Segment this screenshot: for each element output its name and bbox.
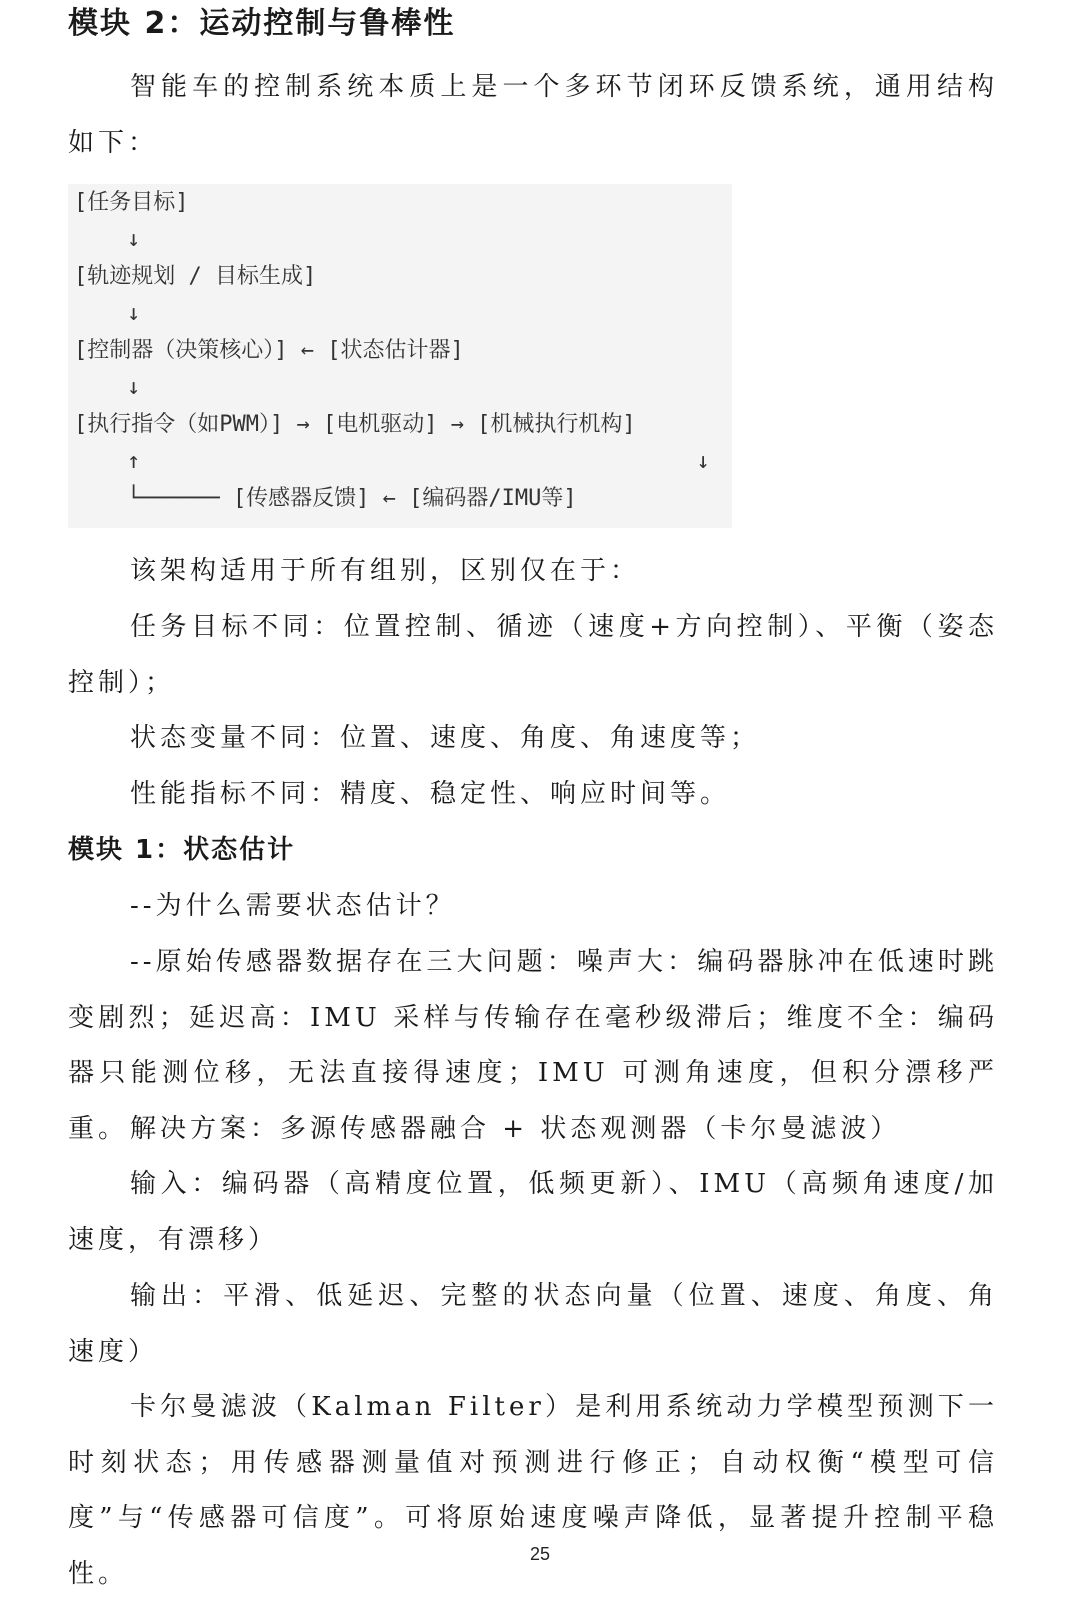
input-paragraph: 输入：编码器（高精度位置，低频更新）、IMU（高频角速度/加速度，有漂移）	[68, 1169, 998, 1255]
diagram-arrows-feedback: ↑ ↓	[74, 449, 710, 474]
module-1-heading: 模块 1：状态估计	[68, 835, 296, 865]
diagram-line-trajectory: [轨迹规划 / 目标生成]	[74, 264, 317, 289]
diagram-line-controller: [控制器（决策核心）] ← [状态估计器]	[74, 338, 464, 363]
task-goal-paragraph: 任务目标不同：位置控制、循迹（速度+方向控制）、平衡（姿态控制）；	[68, 612, 998, 698]
diagram-line-task-goal: [任务目标]	[74, 190, 189, 215]
performance-paragraph: 性能指标不同：精度、稳定性、响应时间等。	[130, 779, 731, 809]
diagram-line-actuation: [执行指令（如PWM）] → [电机驱动] → [机械执行机构]	[74, 412, 636, 437]
diagram-arrow-3: ↓	[74, 375, 141, 400]
diagram-arrow-1: ↓	[74, 227, 141, 252]
kalman-filter-paragraph: 卡尔曼滤波（Kalman Filter）是利用系统动力学模型预测下一时刻状态；用传感器测量值对预测进行修正；自动权衡“模型可信度”与“传感器可信度”。可将原始速度噪声降低，显著提升控制平稳性。	[68, 1392, 998, 1590]
applicability-paragraph: 该架构适用于所有组别，区别仅在于：	[130, 556, 641, 586]
output-paragraph: 输出：平滑、低延迟、完整的状态向量（位置、速度、角度、角速度）	[68, 1281, 998, 1367]
page-number: 25	[529, 1544, 551, 1564]
intro-paragraph: 智能车的控制系统本质上是一个多环节闭环反馈系统，通用结构如下：	[68, 72, 998, 158]
diagram-arrow-2: ↓	[74, 301, 141, 326]
raw-sensor-issues-paragraph: --原始传感器数据存在三大问题：噪声大：编码器脉冲在低速时跳变剧烈；延迟高：IMU 采样与传输存在毫秒级滞后；维度不全：编码器只能测位移，无法直接得速度；IMU 可测角速度，但积分漂移严重。	[68, 947, 998, 1145]
state-variable-paragraph: 状态变量不同：位置、速度、角度、角速度等；	[130, 723, 761, 753]
why-state-estimation-paragraph: --为什么需要状态估计？	[130, 891, 456, 921]
solution-paragraph: 解决方案：多源传感器融合 + 状态观测器（卡尔曼滤波）	[130, 1114, 901, 1144]
diagram-line-sensor-feedback: └────── [传感器反馈] ← [编码器/IMU等]	[74, 486, 577, 511]
module-2-heading: 模块 2：运动控制与鲁棒性	[68, 6, 456, 41]
control-loop-diagram	[68, 184, 732, 528]
